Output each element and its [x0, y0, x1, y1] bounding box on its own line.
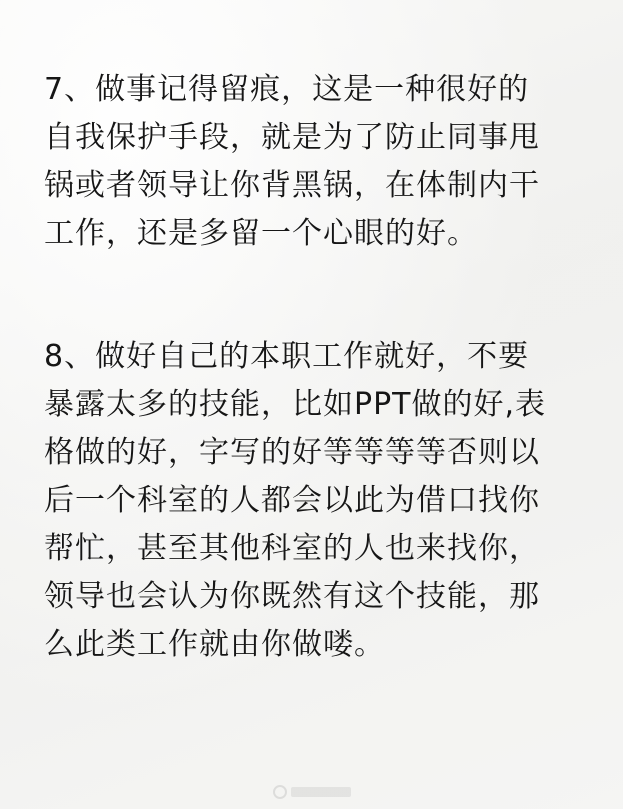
tip-paragraph-8: 8、做好自己的本职工作就好，不要 暴露太多的技能，比如PPT做的好,表 格做的好，字写的好等等等等否则以 后一个科室的人都会以此为借口找你 帮忙，甚至其他科室的人也来找你， 领导也会认为你既然有这个技能，那 么此类工作就由你做喽。 [44, 339, 547, 662]
watermark-logo-icon [273, 785, 287, 799]
watermark-mark [291, 787, 351, 797]
tip-paragraph-7: 7、做事记得留痕，这是一种很好的 自我保护手段，就是为了防止同事甩 锅或者领导让你背黑锅，在体制内干 工作，还是多留一个心眼的好。 [44, 72, 540, 251]
watermark [273, 785, 351, 799]
